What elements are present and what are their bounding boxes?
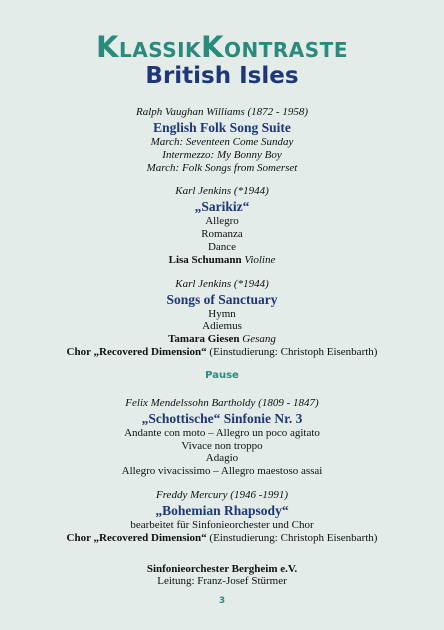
- soloist-name: Lisa Schumann: [168, 253, 242, 266]
- composer: Ralph Vaughan Williams (1872 - 1958): [135, 106, 309, 118]
- brand-title: KlassikKontraste: [96, 30, 348, 64]
- choir-line: [0, 532, 444, 545]
- performers-footer: [0, 563, 444, 589]
- choir-name: Chor „Recovered Dimension“: [66, 531, 207, 544]
- movement: Dance: [207, 240, 237, 253]
- work-title: „Sarikiz“: [194, 199, 250, 215]
- soloist-name: Tamara Giesen: [168, 333, 240, 346]
- conductor-line: Leitung: Franz-Josef Stürmer: [157, 575, 287, 588]
- soloist-line: [0, 254, 444, 267]
- movement: Andante con moto – Allegro un poco agitato: [124, 426, 320, 439]
- page-number: 3: [218, 596, 226, 606]
- composer: Karl Jenkins (*1944): [175, 185, 269, 198]
- program-item-songs-of-sanctuary: [0, 278, 444, 359]
- soloist-role: Gesang: [242, 333, 276, 346]
- program-item-sarikiz: [0, 185, 444, 266]
- work-title: Songs of Sanctuary: [166, 291, 278, 307]
- movement: Allegro: [205, 215, 239, 228]
- concert-subtitle: British Isles: [145, 63, 299, 89]
- program-item-bohemian-rhapsody: [0, 489, 444, 545]
- orchestra-name: Sinfonieorchester Bergheim e.V.: [146, 562, 298, 575]
- movement: Vivace non troppo: [181, 439, 263, 452]
- movement: March: Folk Songs from Somerset: [146, 161, 298, 174]
- arrangement-note: bearbeitet für Sinfonieorchester und Chor: [130, 518, 314, 531]
- composer: Karl Jenkins (*1944): [175, 277, 269, 290]
- movement: Intermezzo: My Bonny Boy: [162, 148, 282, 161]
- composer: Freddy Mercury (1946 -1991): [155, 488, 289, 501]
- choir-name: Chor „Recovered Dimension“: [66, 345, 207, 358]
- movement: Adagio: [205, 452, 239, 465]
- program-item-vaughan-williams: [0, 106, 444, 174]
- program-list: [0, 106, 444, 588]
- work-title: English Folk Song Suite: [153, 120, 291, 135]
- movement: Allegro vivacissimo – Allegro maestoso assai: [121, 465, 323, 478]
- movement: Hymn: [208, 307, 236, 320]
- movement: Adiemus: [202, 320, 242, 333]
- choir-line: [0, 346, 444, 359]
- soloist-line: [0, 333, 444, 346]
- choir-note: (Einstudierung: Christoph Eisenbarth): [209, 345, 378, 358]
- choir-note: (Einstudierung: Christoph Eisenbarth): [209, 531, 378, 544]
- intermission-label: Pause: [205, 369, 239, 381]
- soloist-role: Violine: [244, 253, 276, 266]
- program-item-mendelssohn: [0, 397, 444, 478]
- work-title: „Bohemian Rhapsody“: [155, 502, 289, 518]
- composer: Felix Mendelssohn Bartholdy (1809 - 1847): [125, 396, 319, 409]
- movement: Romanza: [201, 228, 243, 241]
- work-title: „Schottische“ Sinfonie Nr. 3: [141, 410, 303, 426]
- movement: March: Seventeen Come Sunday: [150, 136, 294, 148]
